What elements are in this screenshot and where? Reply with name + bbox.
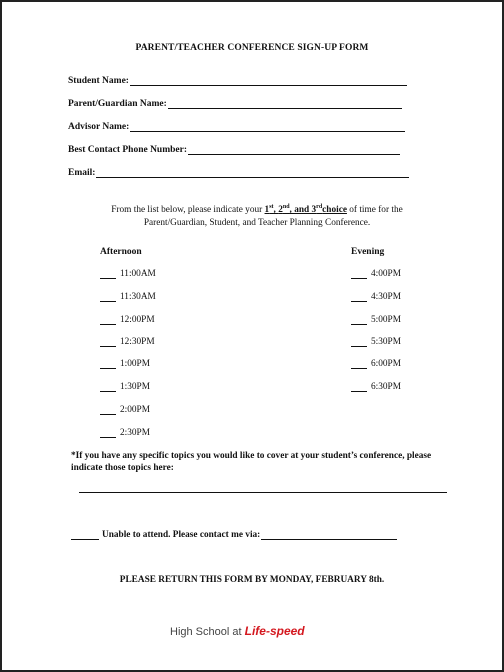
first-sup: st [269, 204, 274, 210]
slot-label: 4:30PM [371, 292, 401, 302]
phone-label: Best Contact Phone Number: [68, 145, 188, 155]
email-field[interactable] [68, 168, 409, 178]
slot-label: 11:00AM [120, 269, 156, 279]
evening-slot-400[interactable] [351, 269, 401, 279]
slot-label: 5:30PM [371, 337, 401, 347]
slot-blank[interactable] [351, 270, 367, 279]
slot-blank[interactable] [351, 383, 367, 392]
afternoon-slot-130[interactable] [100, 382, 150, 392]
unable-blank[interactable] [71, 531, 99, 540]
choice-word: choice [322, 205, 347, 216]
advisor-name-line[interactable] [130, 122, 405, 132]
school-logo [170, 624, 305, 638]
slot-label: 6:00PM [371, 359, 401, 369]
slot-blank[interactable] [100, 316, 116, 325]
evening-slot-530[interactable] [351, 337, 401, 347]
email-line[interactable] [96, 168, 409, 178]
slot-blank[interactable] [100, 360, 116, 369]
logo-text-2: Life-speed [244, 624, 305, 638]
slot-blank[interactable] [351, 360, 367, 369]
afternoon-slot-200[interactable] [100, 405, 150, 415]
slot-label: 11:30AM [120, 292, 156, 302]
slot-label: 4:00PM [371, 269, 401, 279]
slot-blank[interactable] [351, 316, 367, 325]
slot-blank[interactable] [351, 293, 367, 302]
phone-line[interactable] [188, 145, 400, 155]
slot-blank[interactable] [100, 406, 116, 415]
student-name-field[interactable] [68, 76, 407, 86]
intro-line2: Parent/Guardian, Student, and Teacher Planning Conference. [143, 218, 371, 229]
intro-part1: From the list below, please indicate your [111, 205, 265, 216]
evening-slot-430[interactable] [351, 292, 401, 302]
slot-blank[interactable] [351, 338, 367, 347]
first-num: 1 [264, 205, 270, 216]
parent-name-line[interactable] [168, 99, 402, 109]
contact-method-line[interactable] [261, 531, 397, 540]
slot-blank[interactable] [100, 429, 116, 438]
slot-blank[interactable] [100, 270, 116, 279]
phone-field[interactable] [68, 145, 400, 155]
second-sup: nd [282, 204, 290, 210]
instructions [62, 201, 452, 230]
choice-ranking [265, 205, 347, 215]
evening-heading: Evening [351, 247, 385, 257]
advisor-name-field[interactable] [68, 122, 405, 132]
afternoon-slot-1100[interactable] [100, 269, 156, 279]
afternoon-slot-1230[interactable] [100, 337, 155, 347]
topics-line[interactable] [79, 492, 447, 493]
slot-label: 2:30PM [120, 428, 150, 438]
form-title: PARENT/TEACHER CONFERENCE SIGN-UP FORM [135, 43, 369, 53]
slot-label: 12:00PM [120, 315, 155, 325]
intro-part2: of time for the [346, 205, 403, 216]
third-num: 3 [311, 205, 317, 216]
slot-label: 2:00PM [120, 405, 150, 415]
afternoon-heading: Afternoon [100, 247, 142, 257]
parent-name-label: Parent/Guardian Name: [68, 99, 167, 109]
email-label: Email: [68, 168, 96, 178]
evening-slot-600[interactable] [351, 359, 401, 369]
slot-label: 1:00PM [120, 359, 150, 369]
student-name-line[interactable] [130, 76, 407, 86]
afternoon-slot-100[interactable] [100, 359, 150, 369]
sep2: , and [289, 205, 312, 216]
slot-blank[interactable] [100, 338, 116, 347]
logo-text-1: High School at [170, 626, 245, 638]
unable-row[interactable] [71, 530, 397, 540]
slot-blank[interactable] [100, 293, 116, 302]
third-sup: rd [316, 204, 323, 210]
slot-label: 5:00PM [371, 315, 401, 325]
slot-blank[interactable] [100, 383, 116, 392]
sep1: , [273, 205, 279, 216]
second-num: 2 [278, 205, 283, 216]
afternoon-slot-1130[interactable] [100, 292, 156, 302]
unable-label: Unable to attend. Please contact me via: [102, 530, 261, 540]
student-name-label: Student Name: [68, 76, 129, 86]
advisor-name-label: Advisor Name: [68, 122, 130, 132]
return-note: PLEASE RETURN THIS FORM BY MONDAY, FEBRUARY 8th. [119, 575, 385, 585]
parent-name-field[interactable] [68, 99, 402, 109]
evening-slot-630[interactable] [351, 382, 401, 392]
slot-label: 12:30PM [120, 337, 155, 347]
topics-prompt: *If you have any specific topics you would like to cover at your student’s conference, please indicate those topics here: [71, 451, 432, 473]
afternoon-slot-1200[interactable] [100, 315, 155, 325]
evening-slot-500[interactable] [351, 315, 401, 325]
afternoon-slot-230[interactable] [100, 428, 150, 438]
slot-label: 1:30PM [120, 382, 150, 392]
slot-label: 6:30PM [371, 382, 401, 392]
